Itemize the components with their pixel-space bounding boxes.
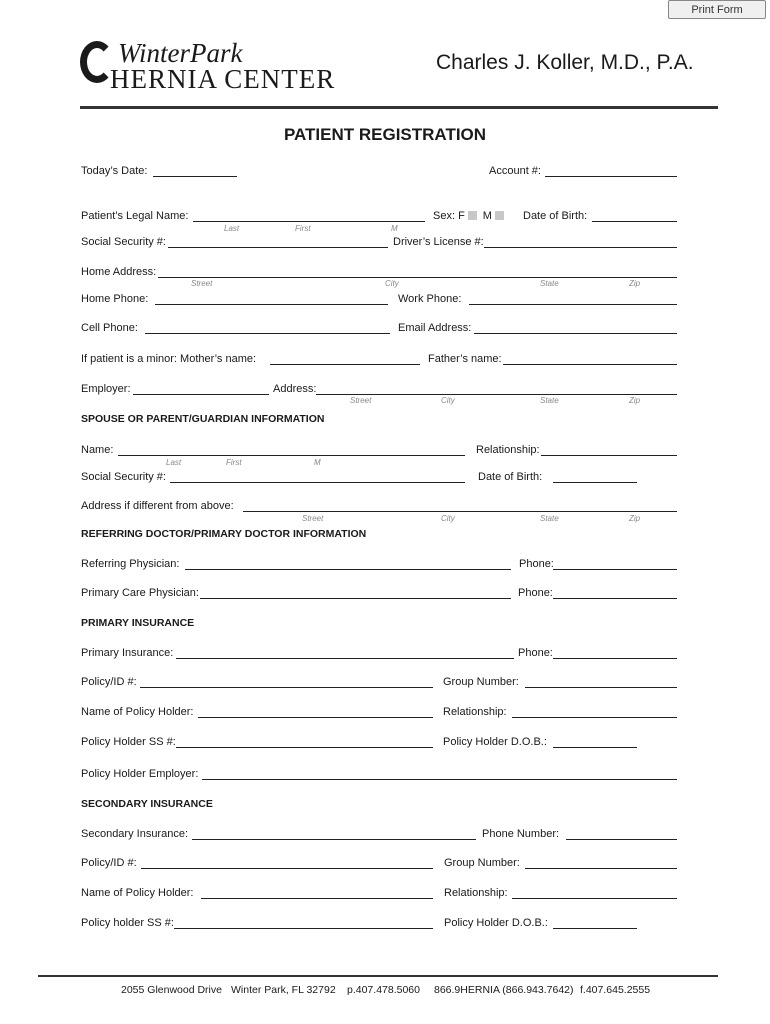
cell-phone-label: Cell Phone: [81, 322, 138, 334]
spouse-name-label: Name: [81, 444, 114, 456]
hint-city: City [385, 279, 399, 288]
primary-insurance-heading: PRIMARY INSURANCE [81, 617, 195, 629]
sex-label [433, 210, 510, 222]
footer-address: 2055 Glenwood Drive [121, 984, 222, 996]
dob-label: Date of Birth: [523, 210, 588, 222]
primary-holder-field[interactable] [198, 717, 433, 718]
primary-care-field[interactable] [200, 598, 511, 599]
account-label: Account #: [489, 165, 541, 177]
secondary-insurance-heading: SECONDARY INSURANCE [81, 798, 213, 810]
sex-m-checkbox[interactable] [495, 211, 504, 220]
hint-street: Street [191, 279, 213, 288]
primary-employer-field[interactable] [202, 779, 677, 780]
spouse-section-heading: SPOUSE OR PARENT/GUARDIAN INFORMATION [81, 413, 325, 425]
secondary-relationship-field[interactable] [512, 898, 677, 899]
sex-f-label: Sex: F [433, 210, 465, 222]
spouse-address-field[interactable] [243, 511, 677, 512]
header-divider [80, 106, 718, 109]
hint-zip: Zip [629, 514, 641, 523]
secondary-insurance-field[interactable] [192, 839, 476, 840]
secondary-phone-label: Phone Number: [482, 828, 560, 840]
home-phone-label: Home Phone: [81, 293, 149, 305]
referring-phone-field[interactable] [553, 569, 677, 570]
primary-relationship-label: Relationship: [443, 706, 507, 718]
logo-text-bottom: HERNIA CENTER [110, 64, 336, 94]
primary-insurance-field[interactable] [176, 658, 514, 659]
secondary-phone-field[interactable] [566, 839, 677, 840]
work-phone-label: Work Phone: [398, 293, 462, 305]
spouse-dob-label: Date of Birth: [478, 471, 543, 483]
ssn-label: Social Security #: [81, 236, 166, 248]
hint-city: City [441, 396, 455, 405]
secondary-insurance-label: Secondary Insurance: [81, 828, 189, 840]
email-field[interactable] [474, 333, 677, 334]
primary-insurance-phone-label: Phone: [518, 647, 553, 659]
hint-state: State [540, 514, 559, 523]
hint-state: State [540, 279, 559, 288]
employer-address-field[interactable] [316, 394, 677, 395]
hint-city: City [441, 514, 455, 523]
hint-zip: Zip [629, 396, 641, 405]
primary-relationship-field[interactable] [512, 717, 677, 718]
spouse-ssn-field[interactable] [170, 482, 465, 483]
logo-text-top: WinterPark [118, 38, 243, 68]
dob-field[interactable] [592, 221, 677, 222]
print-form-button[interactable]: Print Form [668, 0, 766, 19]
primary-policy-id-field[interactable] [140, 687, 433, 688]
secondary-group-field[interactable] [525, 868, 677, 869]
primary-employer-label: Policy Holder Employer: [81, 768, 199, 780]
employer-address-label: Address: [273, 383, 317, 395]
todays-date-field[interactable] [153, 176, 237, 177]
secondary-policy-id-label: Policy/ID #: [81, 857, 137, 869]
hint-street: Street [350, 396, 372, 405]
work-phone-field[interactable] [469, 304, 677, 305]
primary-insurance-phone-field[interactable] [553, 658, 677, 659]
primary-insurance-label: Primary Insurance: [81, 647, 174, 659]
account-field[interactable] [545, 176, 677, 177]
secondary-relationship-label: Relationship: [444, 887, 508, 899]
father-name-field[interactable] [503, 364, 677, 365]
footer-divider [38, 975, 718, 977]
primary-group-label: Group Number: [443, 676, 519, 688]
hint-last: Last [166, 458, 182, 467]
hint-street: Street [302, 514, 324, 523]
legal-name-field[interactable] [193, 221, 425, 222]
secondary-holder-ss-label: Policy holder SS #: [81, 917, 174, 929]
home-address-field[interactable] [158, 277, 677, 278]
primary-holder-ss-field[interactable] [176, 747, 433, 748]
hint-state: State [540, 396, 559, 405]
spouse-relationship-label: Relationship: [476, 444, 540, 456]
primary-holder-ss-label: Policy Holder SS #: [81, 736, 176, 748]
referring-section-heading: REFERRING DOCTOR/PRIMARY DOCTOR INFORMATION [81, 528, 367, 540]
footer-hotline: 866.9HERNIA (866.943.7642) [434, 984, 574, 996]
sex-m-label: M [482, 210, 492, 222]
mother-name-field[interactable] [270, 364, 420, 365]
referring-physician-label: Referring Physician: [81, 558, 180, 570]
footer-fax: f.407.645.2555 [580, 984, 651, 996]
father-name-label: Father’s name: [428, 353, 502, 365]
primary-holder-label: Name of Policy Holder: [81, 706, 194, 718]
primary-holder-dob-label: Policy Holder D.O.B.: [443, 736, 547, 748]
primary-care-label: Primary Care Physician: [81, 587, 199, 599]
drivers-license-label: Driver’s License #: [393, 236, 484, 248]
sex-f-checkbox[interactable] [468, 211, 477, 220]
primary-care-phone-label: Phone: [518, 587, 553, 599]
primary-holder-dob-field[interactable] [553, 747, 637, 748]
todays-date-label: Today’s Date: [81, 165, 148, 177]
secondary-holder-field[interactable] [201, 898, 433, 899]
secondary-policy-id-field[interactable] [141, 868, 433, 869]
primary-group-field[interactable] [525, 687, 677, 688]
footer-city: Winter Park, FL 32792 [231, 984, 336, 996]
spouse-dob-field[interactable] [553, 482, 637, 483]
spouse-address-label: Address if different from above: [81, 500, 234, 512]
secondary-holder-dob-field[interactable] [553, 928, 637, 929]
doctor-name: Charles J. Koller, M.D., P.A. [436, 51, 694, 74]
hint-last: Last [224, 224, 240, 233]
referring-physician-field[interactable] [185, 569, 511, 570]
hint-first: First [295, 224, 311, 233]
drivers-license-field[interactable] [484, 247, 677, 248]
spouse-name-field[interactable] [118, 455, 465, 456]
logo-mark-icon [80, 41, 114, 83]
footer-phone: p.407.478.5060 [347, 984, 420, 996]
email-label: Email Address: [398, 322, 472, 334]
legal-name-label: Patient’s Legal Name: [81, 210, 189, 222]
hint-m: M [314, 458, 321, 467]
ssn-field[interactable] [168, 247, 388, 248]
hint-first: First [226, 458, 242, 467]
page-title: PATIENT REGISTRATION [283, 125, 487, 144]
referring-phone-label: Phone: [519, 558, 554, 570]
home-phone-field[interactable] [155, 304, 388, 305]
spouse-ssn-label: Social Security #: [81, 471, 166, 483]
employer-field[interactable] [133, 394, 269, 395]
spouse-relationship-field[interactable] [541, 455, 677, 456]
hint-m: M [391, 224, 398, 233]
mother-name-label: If patient is a minor: Mother’s name: [81, 353, 257, 365]
home-address-label: Home Address: [81, 266, 157, 278]
secondary-holder-ss-field[interactable] [174, 928, 433, 929]
primary-policy-id-label: Policy/ID #: [81, 676, 137, 688]
hint-zip: Zip [629, 279, 641, 288]
primary-care-phone-field[interactable] [553, 598, 677, 599]
secondary-group-label: Group Number: [444, 857, 520, 869]
employer-label: Employer: [81, 383, 131, 395]
cell-phone-field[interactable] [145, 333, 390, 334]
secondary-holder-label: Name of Policy Holder: [81, 887, 194, 899]
secondary-holder-dob-label: Policy Holder D.O.B.: [444, 917, 548, 929]
